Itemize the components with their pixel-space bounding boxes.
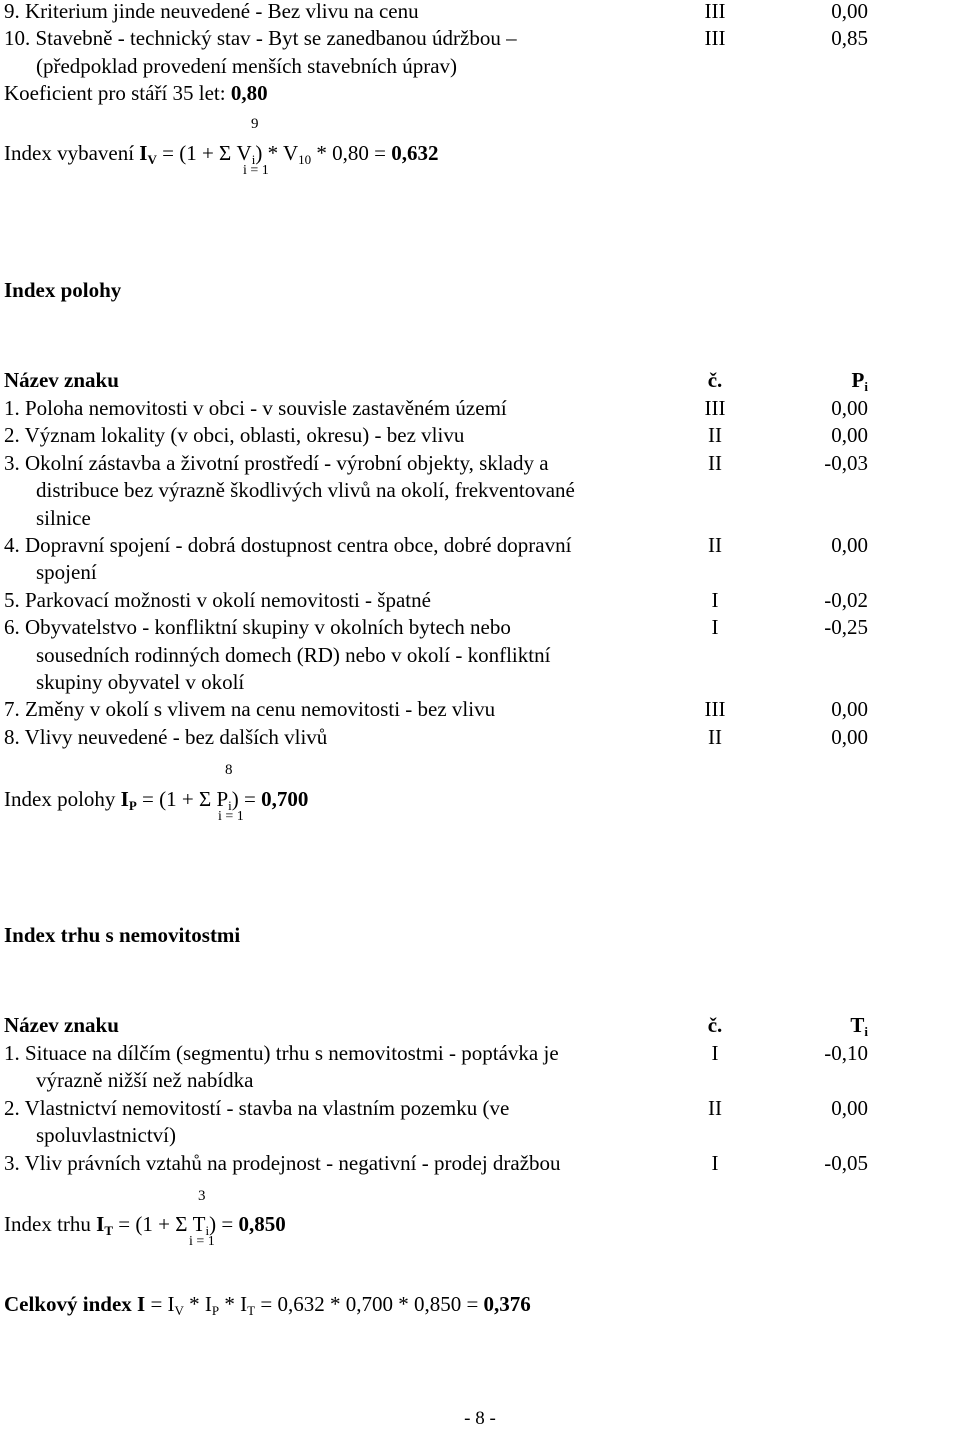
criterion-class: III (704, 697, 726, 722)
page-number: - 8 - (464, 1408, 496, 1429)
formula-prefix: Index vybavení (4, 141, 140, 165)
formula-part: = (1 + Σ V (156, 141, 252, 165)
column-header-name: Název znaku (4, 368, 119, 392)
table-row (0, 24, 960, 52)
criterion-value: 0,85 (831, 26, 868, 50)
formula-part: ) * V (255, 141, 299, 165)
formula-symbol-sub: V (147, 152, 157, 167)
column-header-number: č. (707, 368, 723, 392)
sigma-upper-limit: 8 (225, 762, 233, 778)
table-row (0, 1039, 960, 1067)
formula-part: ) = (231, 787, 262, 811)
criterion-class: II (708, 450, 722, 475)
criterion-name: 3. Okolní zástavba a životní prostředí - výrobní objekty, sklady a (4, 450, 549, 475)
criterion-class: II (708, 724, 722, 749)
table-row-continuation (0, 558, 960, 586)
criterion-class: II (708, 423, 722, 448)
table-row-continuation (0, 668, 960, 696)
table-row (0, 449, 960, 477)
formula-part: = 0,632 * 0,700 * 0,850 = (255, 1292, 484, 1316)
table-row (0, 695, 960, 723)
formula-sub: P (211, 1303, 220, 1318)
criterion-name: 10. Stavebně - technický stav - Byt se zanedbanou údržbou – (4, 26, 517, 50)
table-row-continuation (0, 1121, 960, 1149)
column-header-value (770, 1011, 868, 1039)
formula-part: * I (219, 1292, 248, 1316)
formula-sub: V (174, 1303, 184, 1318)
criterion-name: 9. Kriterium jinde neuvedené - Bez vlivu na cenu (4, 0, 419, 23)
section-heading-trhu: Index trhu s nemovitostmi (4, 923, 241, 947)
formula-symbol-sub: T (104, 1223, 114, 1238)
sigma-lower-limit: i = 1 (189, 1234, 215, 1249)
column-header-value-sub: i (864, 1024, 868, 1039)
criterion-name: 5. Parkovací možnosti v okolí nemovitosti - špatné (4, 587, 431, 612)
column-header-value-sub: i (864, 379, 868, 394)
formula-part: * I (183, 1292, 212, 1316)
table-header (0, 366, 960, 394)
formula-sub: 10 (298, 152, 312, 167)
criterion-name-cont: výrazně nižší než nabídka (36, 1068, 254, 1093)
table-row (0, 586, 960, 614)
formula-part: = I (145, 1292, 175, 1316)
criterion-value: -0,05 (824, 1150, 868, 1175)
column-header-value (770, 366, 868, 394)
table-row (0, 394, 960, 422)
criterion-value: -0,02 (824, 587, 868, 612)
table-row-continuation (0, 52, 960, 80)
age-coefficient (4, 79, 268, 107)
criterion-value: 0,00 (831, 1095, 868, 1120)
column-header-name: Název znaku (4, 1013, 119, 1037)
criterion-name: 1. Poloha nemovitosti v obci - v souvisle zastavěném území (4, 396, 507, 420)
table-row (0, 613, 960, 641)
total-index-formula (4, 1290, 531, 1318)
total-index-label: Celkový index I (4, 1292, 146, 1316)
formula-index-polohy (4, 785, 308, 813)
table-row (0, 1094, 960, 1122)
criterion-class: III (704, 26, 726, 50)
criterion-class: I (711, 1041, 719, 1065)
criterion-value: -0,10 (824, 1041, 868, 1065)
criterion-class: III (704, 0, 726, 23)
formula-symbol: I (139, 141, 148, 165)
criterion-name-cont: spojení (36, 560, 97, 585)
sigma-upper-limit: 9 (251, 116, 259, 132)
table-row-continuation (0, 641, 960, 669)
table-row-continuation (0, 504, 960, 532)
criterion-name: 4. Dopravní spojení - dobrá dostupnost centra obce, dobré dopravní (4, 533, 572, 557)
formula-symbol-sub: P (128, 798, 137, 813)
table-row (0, 531, 960, 559)
criterion-name-cont: spoluvlastnictví) (36, 1123, 176, 1148)
table-header (0, 1011, 960, 1039)
criterion-name: 3. Vliv právních vztahů na prodejnost - negativní - prodej dražbou (4, 1150, 561, 1175)
criterion-value: 0,00 (831, 697, 868, 722)
criterion-name-cont: (předpoklad provedení menších stavebních úprav) (36, 54, 458, 78)
criterion-name-cont: distribuce bez výrazně škodlivých vlivů na okolí, frekventované (36, 478, 575, 503)
column-header-value-symbol: T (850, 1013, 865, 1037)
table-row (0, 421, 960, 449)
column-header-value-symbol: P (851, 368, 865, 392)
formula-part: ) = (209, 1212, 239, 1236)
formula-result: 0,700 (261, 787, 309, 811)
criterion-class: III (704, 396, 726, 420)
table-row-continuation (0, 476, 960, 504)
formula-sub: i (251, 152, 256, 167)
sigma-lower-limit: i = 1 (218, 809, 244, 824)
criterion-name: 2. Význam lokality (v obci, oblasti, okresu) - bez vlivu (4, 423, 465, 448)
table-row (0, 723, 960, 751)
criterion-class: II (708, 533, 722, 557)
criterion-name-cont: silnice (36, 505, 91, 530)
age-coefficient-value: 0,80 (230, 81, 268, 105)
table-row (0, 1149, 960, 1177)
criterion-value: 0,00 (831, 0, 868, 23)
criterion-name: 2. Vlastnictví nemovitostí - stavba na vlastním pozemku (ve (4, 1095, 510, 1120)
criterion-value: -0,25 (824, 615, 868, 640)
column-header-number: č. (707, 1013, 723, 1037)
formula-part: = (1 + Σ P (136, 787, 229, 811)
sigma-upper-limit: 3 (198, 1188, 206, 1204)
criterion-name: 1. Situace na dílčím (segmentu) trhu s nemovitostmi - poptávka je (4, 1041, 559, 1065)
criterion-value: 0,00 (831, 423, 868, 448)
formula-part: = (1 + Σ T (113, 1212, 206, 1236)
formula-result: 0,850 (238, 1212, 286, 1236)
formula-sub: i (228, 798, 232, 813)
criterion-class: II (708, 1095, 722, 1120)
section-heading-polohy: Index polohy (4, 278, 122, 302)
criterion-class: I (711, 587, 719, 612)
total-index-result: 0,376 (483, 1292, 531, 1316)
criterion-name-cont: sousedních rodinných domech (RD) nebo v okolí - konfliktní (36, 642, 551, 667)
formula-prefix: Index trhu (4, 1212, 97, 1236)
criterion-class: I (711, 615, 719, 640)
criterion-name: 6. Obyvatelstvo - konfliktní skupiny v okolních bytech nebo (4, 615, 511, 640)
sigma-lower-limit: i = 1 (243, 163, 269, 178)
formula-index-vybaveni (4, 139, 438, 167)
formula-symbol: I (120, 787, 129, 811)
age-coefficient-label: Koeficient pro stáří 35 let: (4, 81, 231, 105)
criterion-name: 7. Změny v okolí s vlivem na cenu nemovitosti - bez vlivu (4, 697, 496, 722)
criterion-name-cont: skupiny obyvatel v okolí (36, 670, 245, 694)
formula-result: 0,632 (391, 141, 439, 165)
criterion-value: 0,00 (831, 533, 868, 557)
table-row-continuation (0, 1066, 960, 1094)
formula-index-trhu (4, 1210, 286, 1238)
formula-sub: i (205, 1223, 210, 1238)
table-row (0, 0, 960, 25)
formula-sub: T (247, 1303, 256, 1318)
criterion-name: 8. Vlivy neuvedené - bez dalších vlivů (4, 724, 328, 749)
formula-prefix: Index polohy (4, 787, 121, 811)
criterion-value: -0,03 (824, 450, 868, 475)
formula-symbol: I (96, 1212, 105, 1236)
formula-part: * 0,80 = (311, 141, 392, 165)
criterion-class: I (711, 1150, 719, 1175)
criterion-value: 0,00 (831, 724, 868, 749)
criterion-value: 0,00 (831, 396, 868, 420)
